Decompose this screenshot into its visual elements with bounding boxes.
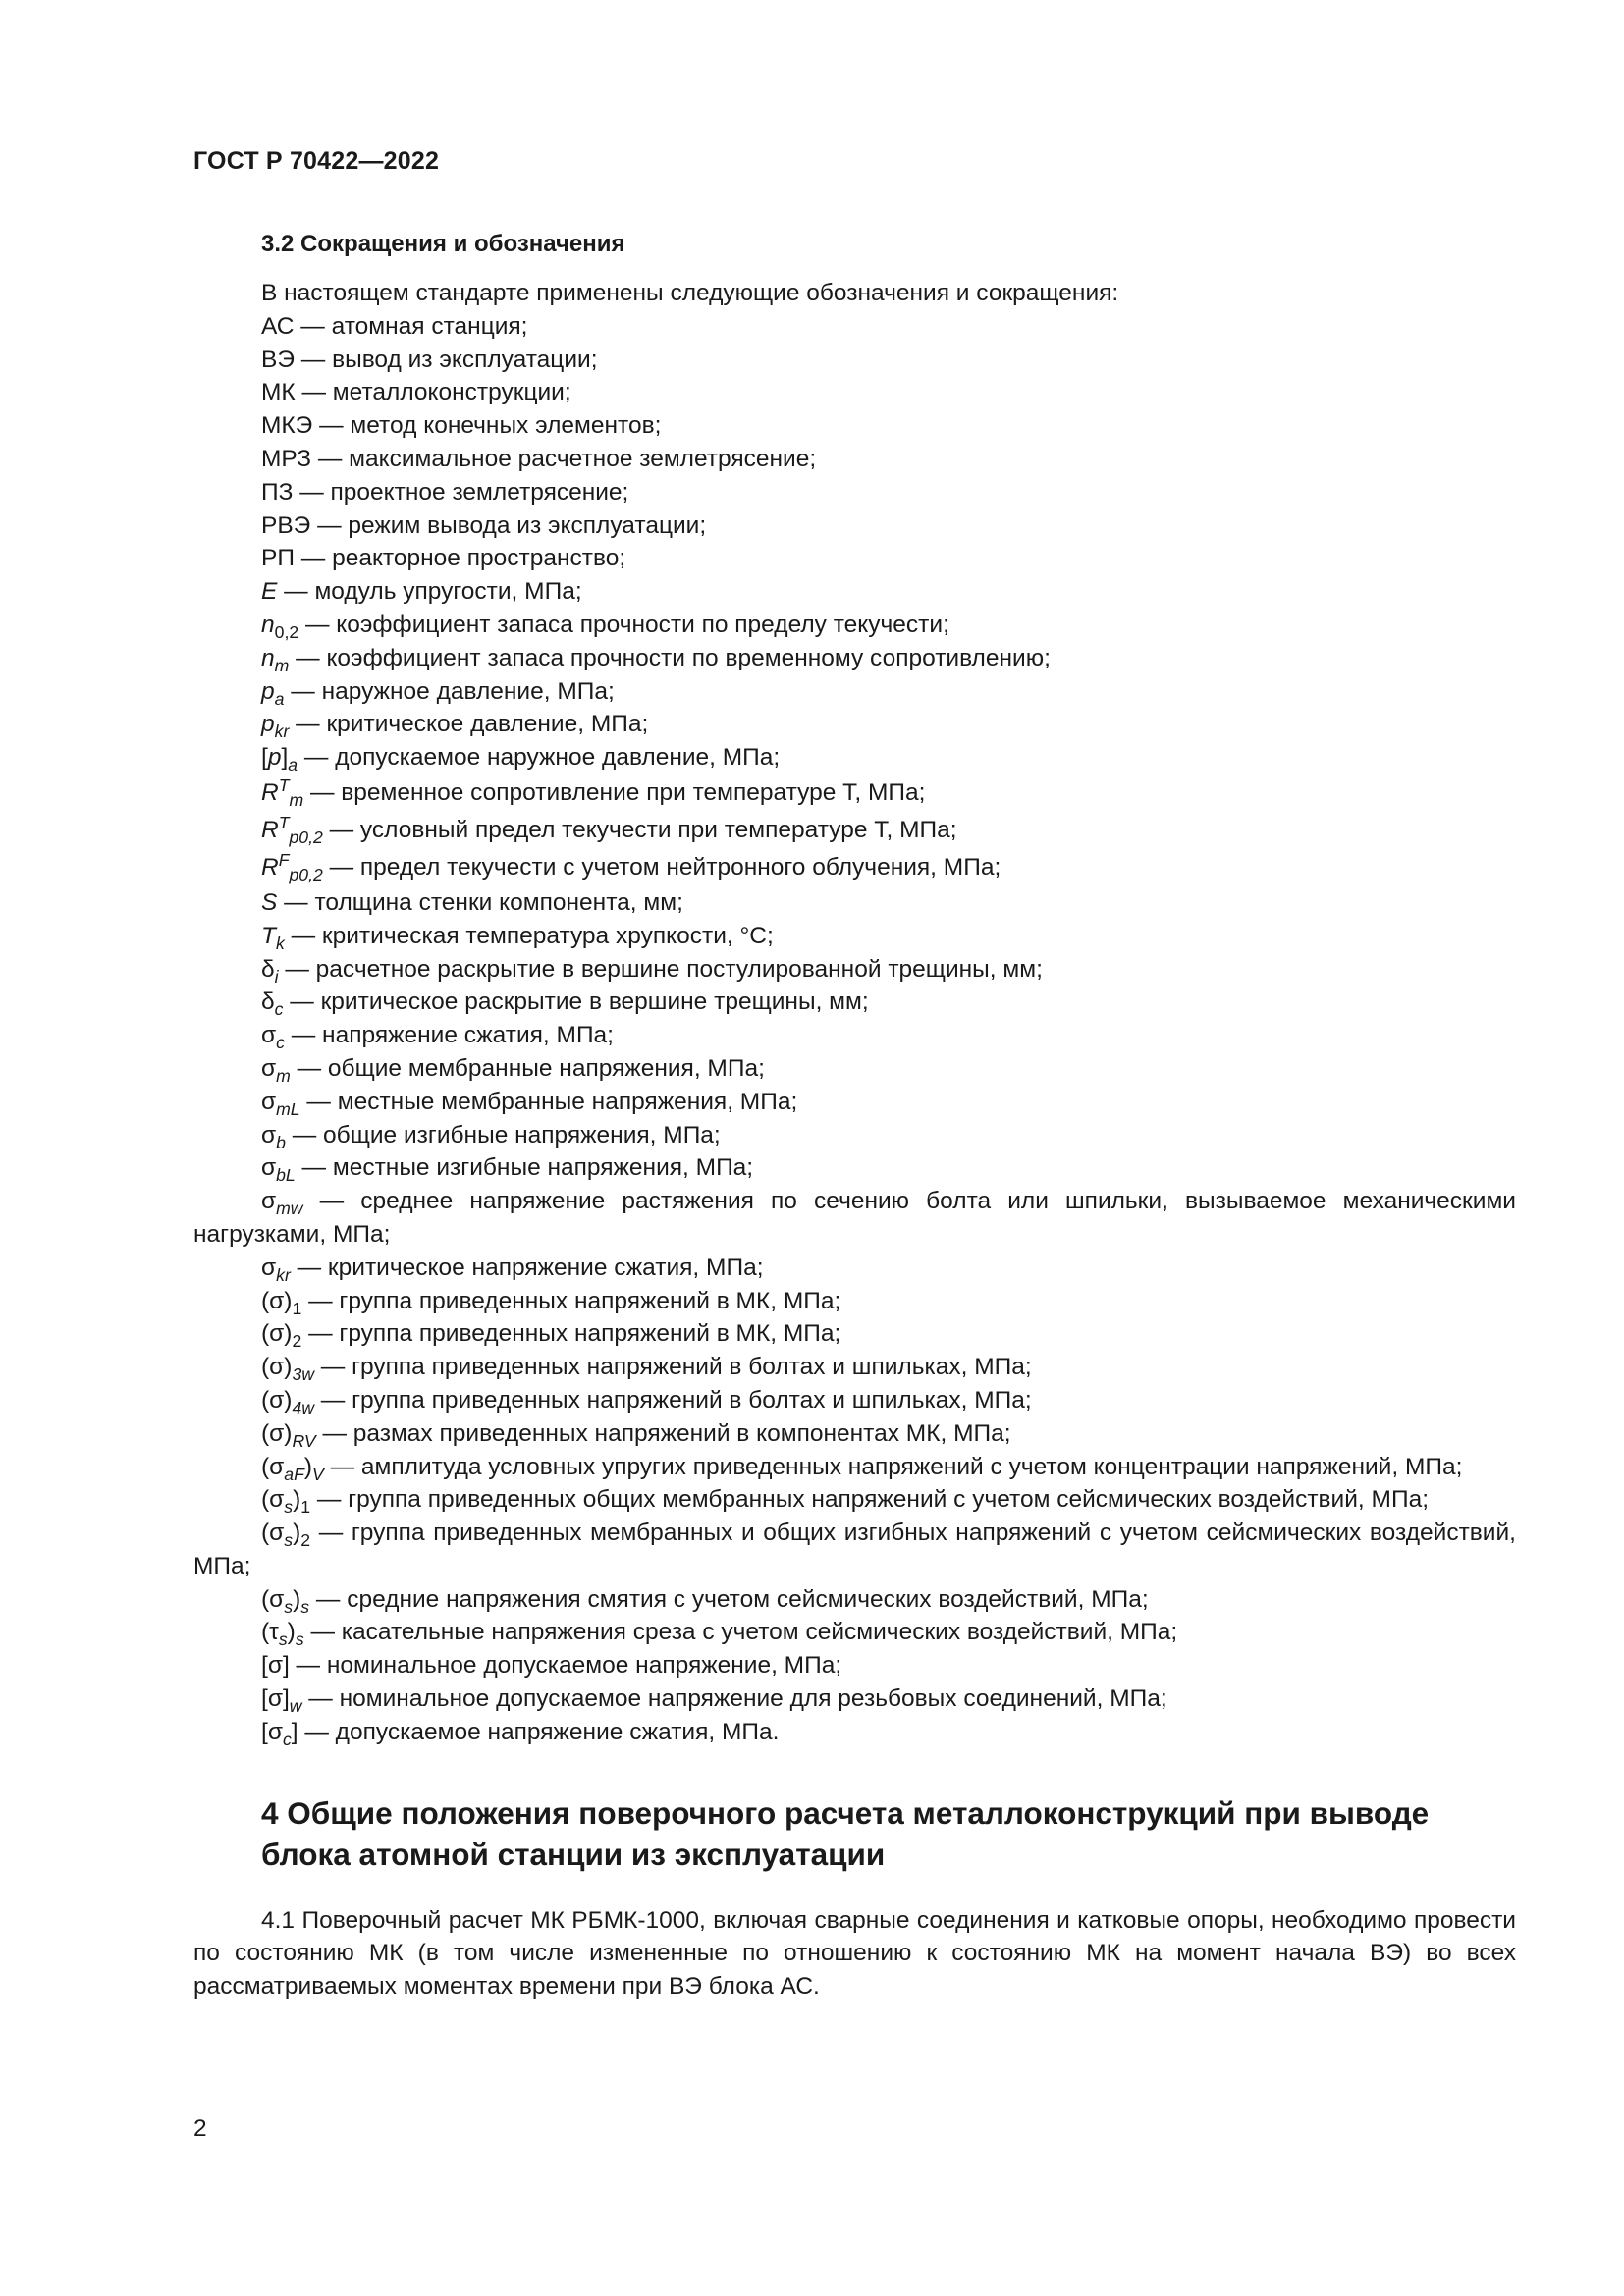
symbol-letter: p (261, 677, 275, 705)
abbreviation-item (193, 920, 1516, 953)
symbol-letter: σ (261, 1088, 277, 1115)
abbreviation-item (193, 1384, 1516, 1417)
abbreviation-item (193, 1649, 1516, 1682)
symbol-subscript: s (300, 1596, 310, 1617)
symbol-subscript: a (274, 688, 285, 709)
symbol-bracket-open: ( (261, 1386, 270, 1414)
symbol-subscript: b (276, 1132, 286, 1152)
abbreviation-item (193, 344, 1516, 377)
symbol-bracket-close: ) (284, 1320, 293, 1348)
abbreviation-item (193, 1682, 1516, 1716)
symbol-notation (261, 1121, 286, 1152)
abbreviation-item (193, 1052, 1516, 1086)
item-description: ВЭ — вывод из эксплуатации; (261, 346, 598, 373)
item-description: АС — атомная станция; (261, 312, 528, 340)
item-description: — коэффициент запаса прочности по пределу текучести; (298, 611, 949, 638)
abbreviation-item (193, 1616, 1516, 1649)
symbol-bracket-open: ( (261, 1486, 270, 1514)
abbreviation-item (193, 642, 1516, 675)
symbol-subscript: p0,2 (289, 864, 323, 884)
abbreviation-item (193, 953, 1516, 987)
symbol-letter: δ (261, 955, 275, 983)
symbol-subscript: c (274, 999, 284, 1020)
symbol-subscript: bL (276, 1165, 296, 1186)
item-description: — условный предел текучести при температуре T, МПа; (322, 816, 957, 843)
abbreviation-item (193, 443, 1516, 476)
abbreviation-item (193, 476, 1516, 509)
symbol-subscript: s (284, 1497, 294, 1518)
item-description: — временное сопротивление при температуре T, МПа; (303, 778, 926, 806)
item-description: РП — реакторное пространство; (261, 545, 626, 572)
symbol-subscript: p0,2 (289, 827, 323, 847)
symbol-subscript: aF (284, 1464, 304, 1484)
symbol-notation (261, 849, 323, 884)
abbreviation-item (193, 1151, 1516, 1185)
symbol-letter: σ (269, 1354, 285, 1381)
abbreviation-item (193, 609, 1516, 642)
symbol-subscript: 1 (300, 1497, 311, 1518)
symbol-letter: R (261, 816, 279, 843)
symbol-bracket-close: ] (282, 1652, 290, 1680)
symbol-letter: σ (261, 1121, 277, 1148)
page-number: 2 (193, 2115, 207, 2142)
symbol-notation (261, 578, 277, 605)
abbreviation-item (193, 1317, 1516, 1351)
item-description: — критическое раскрытие в вершине трещины, мм; (283, 988, 869, 1016)
symbol-letter: σ (267, 1718, 283, 1745)
symbol-notation (261, 1585, 310, 1617)
item-description: — общие изгибные напряжения, МПа; (285, 1121, 721, 1148)
symbol-letter: σ (261, 1022, 277, 1049)
section-3-2-title: 3.2 Сокращения и обозначения (261, 231, 625, 257)
item-description: — группа приведенных напряжений в МК, МПа; (301, 1287, 841, 1314)
abbreviation-item (193, 675, 1516, 709)
abbreviation-item (193, 886, 1516, 920)
abbreviation-item (193, 812, 1516, 849)
section-3-2-intro: В настоящем стандарте применены следующие обозначения и сокращения: (261, 280, 1119, 306)
symbol-letter: S (261, 888, 278, 916)
symbol-bracket-open: [ (261, 1685, 268, 1713)
symbol-subscript: s (295, 1629, 304, 1650)
abbreviation-item (193, 1517, 1516, 1583)
abbreviation-item (193, 1086, 1516, 1119)
symbol-subscript: RV (292, 1430, 316, 1451)
abbreviation-item (193, 741, 1516, 774)
symbol-subscript: 2 (300, 1529, 311, 1550)
symbol-notation (261, 812, 323, 847)
abbreviation-item (193, 310, 1516, 344)
symbol-letter: σ (267, 1685, 283, 1713)
symbol-bracket-open: ( (261, 1320, 270, 1348)
symbol-subscript: a (288, 755, 298, 775)
symbol-letter: σ (269, 1320, 285, 1348)
abbreviation-item (193, 1019, 1516, 1052)
item-description: — группа приведенных напряжений в болтах и шпильках, МПа; (314, 1354, 1032, 1381)
symbol-bracket-open: ( (261, 1287, 270, 1314)
symbol-subscript: 1 (292, 1298, 302, 1318)
symbol-notation (261, 1154, 296, 1186)
symbol-notation (261, 1054, 291, 1086)
symbol-subscript: kr (274, 721, 290, 742)
symbol-superscript: T (278, 774, 290, 795)
item-description: — средние напряжения смятия с учетом сейсмических воздействий, МПа; (309, 1585, 1149, 1613)
symbol-notation (261, 1619, 304, 1650)
symbol-notation (261, 1520, 311, 1550)
symbol-superscript: T (278, 812, 290, 832)
abbreviation-item (193, 986, 1516, 1019)
item-description: — местные мембранные напряжения, МПа; (299, 1088, 798, 1115)
symbol-subscript: kr (276, 1264, 291, 1285)
symbol-bracket-open: [ (261, 744, 268, 772)
symbol-notation (261, 889, 277, 916)
item-description: — критическое давление, МПа; (289, 711, 649, 738)
symbol-letter: σ (261, 1054, 277, 1082)
symbol-letter: σ (269, 1453, 285, 1480)
abbreviation-item (193, 849, 1516, 886)
symbol-bracket-open: ( (261, 1453, 270, 1480)
symbol-notation (261, 774, 304, 810)
symbol-letter: σ (269, 1486, 285, 1514)
symbol-notation (261, 711, 290, 742)
abbreviation-list (193, 310, 1516, 1749)
symbol-notation (261, 1386, 314, 1417)
symbol-letter: σ (261, 1154, 277, 1182)
symbol-bracket-open: [ (261, 1718, 268, 1745)
symbol-notation (261, 922, 285, 953)
symbol-superscript: F (278, 849, 290, 870)
symbol-notation (261, 611, 299, 642)
abbreviation-item (193, 1252, 1516, 1285)
abbreviation-item (193, 1716, 1516, 1749)
symbol-letter: τ (269, 1619, 279, 1646)
item-description: МКЭ — метод конечных элементов; (261, 412, 662, 440)
symbol-notation (261, 1486, 311, 1518)
symbol-letter: n (261, 644, 275, 671)
abbreviation-item (193, 1483, 1516, 1517)
symbol-subscript: mw (276, 1199, 303, 1219)
symbol-subscript: s (278, 1629, 288, 1650)
symbol-bracket-open: ( (261, 1520, 270, 1547)
item-description: — номинальное допускаемое напряжение для резьбовых соединений, МПа; (301, 1685, 1167, 1713)
item-description: — амплитуда условных упругих приведенных напряжений с учетом концентрации напряжений, МПа; (323, 1453, 1463, 1480)
symbol-bracket-close: ) (293, 1486, 301, 1514)
symbol-letter: σ (269, 1386, 285, 1414)
symbol-notation (261, 1254, 291, 1285)
symbol-subscript: mL (276, 1098, 300, 1119)
symbol-notation (261, 644, 290, 675)
item-description: — допускаемое наружное давление, МПа; (298, 744, 781, 772)
item-description: — размах приведенных напряжений в компонентах МК, МПа; (315, 1419, 1011, 1447)
symbol-bracket-close: ) (284, 1354, 293, 1381)
symbol-notation (261, 1354, 314, 1384)
item-description: — среднее напряжение растяжения по сечению болта или шпильки, вызываемое механическими нагрузками, МПа; (193, 1188, 1516, 1248)
item-description: МК — металлоконструкции; (261, 379, 571, 406)
symbol-notation (261, 1685, 302, 1716)
symbol-notation (261, 1188, 303, 1219)
symbol-subscript: V (312, 1464, 324, 1484)
item-description: — критическая температура хрупкости, °С; (284, 922, 774, 949)
item-description: — допускаемое напряжение сжатия, МПа. (298, 1718, 780, 1745)
symbol-bracket-close: ) (303, 1453, 313, 1480)
symbol-bracket-close: ) (284, 1287, 293, 1314)
symbol-letter: σ (269, 1520, 285, 1547)
item-description: — наружное давление, МПа; (284, 677, 615, 705)
item-description: ПЗ — проектное землетрясение; (261, 478, 629, 506)
abbreviation-item (193, 1185, 1516, 1252)
symbol-notation (261, 677, 285, 709)
item-description: — номинальное допускаемое напряжение, МПа; (289, 1652, 842, 1680)
symbol-notation (261, 1453, 324, 1484)
item-description: — касательные напряжения среза с учетом сейсмических воздействий, МПа; (303, 1619, 1178, 1646)
symbol-bracket-close: ] (282, 1685, 290, 1713)
symbol-letter: σ (267, 1652, 283, 1680)
symbol-subscript: m (276, 1065, 291, 1086)
symbol-letter: σ (269, 1585, 285, 1613)
symbol-bracket-open: [ (261, 1652, 268, 1680)
symbol-letter: p (267, 744, 282, 772)
item-description: РВЭ — режим вывода из эксплуатации; (261, 511, 707, 539)
symbol-bracket-close: ) (293, 1520, 301, 1547)
symbol-notation (261, 1652, 290, 1679)
abbreviation-item (193, 542, 1516, 575)
symbol-bracket-close: ) (287, 1619, 296, 1646)
item-description: — общие мембранные напряжения, МПа; (290, 1054, 765, 1082)
symbol-notation (261, 1022, 285, 1053)
symbol-bracket-open: ( (261, 1419, 270, 1447)
symbol-letter: n (261, 611, 275, 638)
item-description: — модуль упругости, МПа; (277, 578, 582, 606)
document-body (193, 228, 1516, 2003)
symbol-subscript: s (284, 1529, 294, 1550)
symbol-subscript: i (274, 966, 279, 987)
symbol-letter: R (261, 853, 279, 881)
item-description: — толщина стенки компонента, мм; (277, 888, 683, 916)
symbol-subscript: s (284, 1596, 294, 1617)
abbreviation-item (193, 376, 1516, 409)
symbol-notation (261, 1287, 302, 1318)
symbol-subscript: c (276, 1033, 285, 1053)
symbol-subscript: m (289, 789, 304, 810)
symbol-subscript: 2 (292, 1331, 302, 1352)
abbreviation-item (193, 409, 1516, 443)
symbol-subscript: 4w (292, 1397, 314, 1417)
symbol-subscript: 0,2 (274, 621, 299, 642)
symbol-bracket-close: ] (281, 744, 289, 772)
symbol-subscript: 3w (292, 1364, 314, 1384)
abbreviation-item (193, 1351, 1516, 1384)
paragraph-4-1: 4.1 Поверочный расчет МК РБМК-1000, включая сварные соединения и катковые опоры, необходимо провести по состоянию МК (в том числе измененные по отношению к состоянию МК на момент начала ВЭ) во всех рассматриваемых моментах времени при ВЭ блока АС. (193, 1906, 1516, 2001)
symbol-notation (261, 988, 284, 1020)
item-description: — группа приведенных напряжений в болтах и шпильках, МПа; (314, 1386, 1032, 1414)
symbol-bracket-open: ( (261, 1585, 270, 1613)
symbol-bracket-open: ( (261, 1619, 270, 1646)
symbol-bracket-close: ] (291, 1718, 298, 1745)
abbreviation-item (193, 1417, 1516, 1451)
document-header: ГОСТ Р 70422—2022 (193, 147, 440, 175)
abbreviation-item (193, 774, 1516, 812)
section-4-title: 4 Общие положения поверочного расчета металлоконструкций при выводе блока атомной станции из эксплуатации (261, 1794, 1430, 1872)
abbreviation-item (193, 708, 1516, 741)
item-description: — группа приведенных напряжений в МК, МПа; (301, 1320, 841, 1348)
item-description: — группа приведенных общих мембранных напряжений с учетом сейсмических воздействий, МПа; (310, 1486, 1429, 1514)
symbol-subscript: c (282, 1729, 292, 1749)
item-description: — напряжение сжатия, МПа; (284, 1022, 614, 1049)
item-description: — расчетное раскрытие в вершине постулированной трещины, мм; (278, 955, 1043, 983)
abbreviation-item (193, 575, 1516, 609)
item-description: МРЗ — максимальное расчетное землетрясение; (261, 445, 817, 472)
symbol-notation (261, 955, 279, 987)
symbol-bracket-open: ( (261, 1354, 270, 1381)
symbol-bracket-close: ) (293, 1585, 301, 1613)
abbreviation-item (193, 1285, 1516, 1318)
symbol-letter: σ (261, 1254, 277, 1281)
symbol-letter: T (261, 922, 276, 949)
symbol-notation (261, 1320, 302, 1352)
symbol-notation (261, 744, 298, 775)
symbol-letter: p (261, 711, 275, 738)
symbol-letter: R (261, 778, 279, 806)
abbreviation-item (193, 1119, 1516, 1152)
abbreviation-item (193, 1583, 1516, 1617)
abbreviation-item (193, 1451, 1516, 1484)
symbol-letter: E (261, 578, 278, 606)
symbol-notation (261, 1419, 316, 1451)
symbol-bracket-close: ) (284, 1419, 293, 1447)
abbreviation-item (193, 509, 1516, 543)
symbol-notation (261, 1718, 298, 1749)
item-description: — коэффициент запаса прочности по временному сопротивлению; (289, 644, 1051, 671)
symbol-letter: σ (261, 1188, 277, 1215)
item-description: — предел текучести с учетом нейтронного облучения, МПа; (322, 853, 1001, 881)
item-description: — местные изгибные напряжения, МПа; (295, 1154, 754, 1182)
symbol-subscript: m (274, 655, 290, 675)
item-description: — критическое напряжение сжатия, МПа; (290, 1254, 764, 1281)
symbol-letter: σ (269, 1419, 285, 1447)
symbol-letter: δ (261, 988, 275, 1016)
symbol-letter: σ (269, 1287, 285, 1314)
symbol-subscript: w (289, 1695, 302, 1716)
symbol-notation (261, 1088, 300, 1119)
item-description: — группа приведенных мембранных и общих изгибных напряжений с учетом сейсмических воздействий, МПа; (193, 1520, 1516, 1579)
symbol-bracket-close: ) (284, 1386, 293, 1414)
symbol-subscript: k (275, 933, 285, 953)
